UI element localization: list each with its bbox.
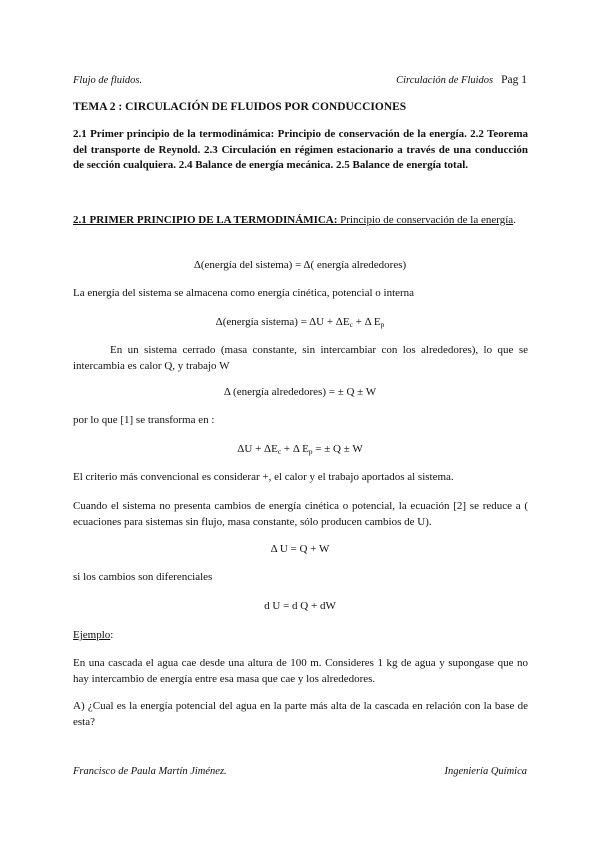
equation-3: Δ (energía alrededores) = ± Q ± W [223,386,377,398]
equation-1: Δ(energía del sistema) = Δ( energía alrededores) [193,259,407,271]
footer-author: Francisco de Paula Martín Jiménez. [73,766,227,777]
equation-4-subscript-c: c [277,447,282,456]
example-label [73,628,528,644]
equation-6: d U = d Q + dW [264,600,336,612]
paragraph-closed-system: En un sistema cerrado (masa constante, sin intercambiar con los alrededores), lo que se intercambia es calor Q, y trabajo W [73,344,528,372]
paragraph-example-statement: En una cascada el agua cae desde una altura de 100 m. Consideres 1 kg de agua y supongase que no hay intercambio de energía entre esa masa que cae y los alrededores. [73,657,528,685]
equation-4-part-a: ΔU + ΔE [237,443,278,455]
paragraph-differential: si los cambios son diferenciales [73,571,213,583]
equation-2-subscript-c: c [349,320,353,329]
equation-5: Δ U = Q + W [270,543,330,555]
equation-2-part-a: Δ(energía sistema) = ΔU + ΔE [215,316,350,328]
equation-4-part-b: + Δ E [281,443,309,455]
equation-2 [0,315,600,332]
equation-4 [0,442,600,459]
example-label-colon: : [110,629,114,641]
section-heading-period: . [513,214,516,226]
header-course-title: Flujo de fluidos. [73,75,143,86]
paragraph-energy-storage: La energía del sistema se almacena como energía cinética, potencial o interna [73,287,415,299]
header-chapter-title: Circulación de Fluidos [396,75,494,86]
chapter-summary: 2.1 Primer principio de la termodinámica: Principio de conservación de la energía. 2.2 Teorema del transporte de Reynold. 2.3 Circulación en régimen estacionario a través de una conducción de sección cualquiera. 2.4 Balance de energía mecánica. 2.5 Balance de energía total. [73,128,528,171]
section-heading-bold: 2.1 PRIMER PRINCIPIO DE LA TERMODINÁMICA: [73,214,338,226]
example-label-text: Ejemplo [73,629,111,641]
header-page-number: Pag 1 [501,74,527,86]
section-heading-subtitle: Principio de conservación de la energía [337,214,514,226]
paragraph-no-flow: Cuando el sistema no presenta cambios de energía cinética o potencial, la ecuación [2] se reduce a ( ecuaciones para sistemas sin flujo, masa constante, sólo producen cambios de U). [73,500,528,528]
header-right [396,73,527,88]
paragraph-sign-convention: El criterio más convencional es considerar +, el calor y el trabajo aportados al sistema. [73,471,454,483]
paragraph-question-a: A) ¿Cual es la energía potencial del agua en la parte más alta de la cascada en relación con la base de esta? [73,700,528,728]
chapter-heading: TEMA 2 : CIRCULACIÓN DE FLUIDOS POR CONDUCCIONES [73,101,407,113]
equation-2-part-b: + Δ E [352,316,381,328]
equation-4-subscript-p: p [308,447,313,456]
footer-department: Ingeniería Química [444,766,527,777]
equation-2-subscript-p: p [380,320,385,329]
paragraph-transform: por lo que [1] se transforma en : [73,414,215,426]
section-heading [73,213,528,229]
equation-4-part-c: = ± Q ± W [312,443,363,455]
